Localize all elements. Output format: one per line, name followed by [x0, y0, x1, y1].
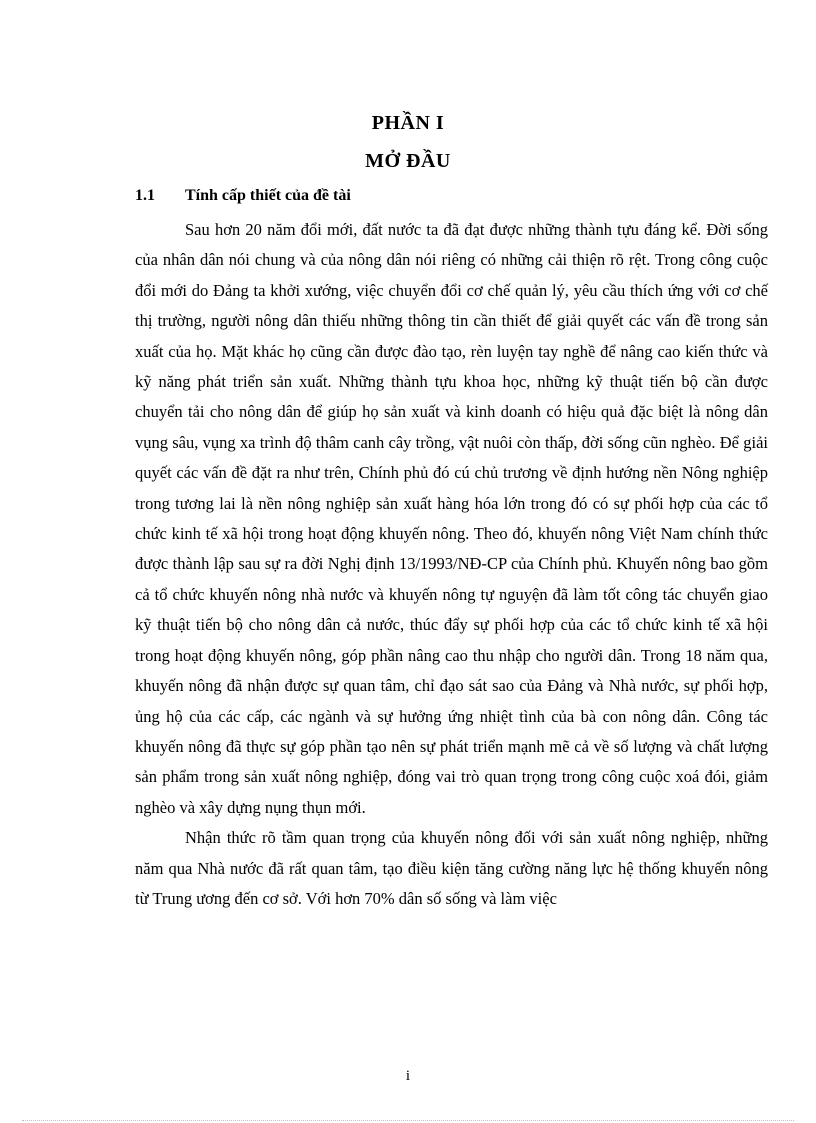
- page-number: i: [405, 1068, 411, 1084]
- section-heading: [135, 187, 351, 205]
- paragraph: Sau hơn 20 năm đổi mới, đất nước ta đã đạt được những thành tựu đáng kể. Đời sống của nhân dân nói chung và của nông dân nói riêng có những cải thiện rõ rệt. Trong công cuộc đổi mới do Đảng ta khởi xướng, việc chuyển đổi cơ chế quản lý, yêu cầu thích ứng với cơ chế thị trường, người nông dân thiếu những thông tin cần thiết để giải quyết các vấn đề trong sản xuất của họ. Mặt khác họ cũng cần được đào tạo, rèn luyện tay nghề để nâng cao kiến thức và kỹ năng phát triển sản xuất. Những thành tựu khoa học, những kỹ thuật tiến bộ cần được chuyển tải cho nông dân để giúp họ sản xuất và kinh doanh có hiệu quả đặc biệt là nông dân vụng sâu, vụng xa trình độ thâm canh cây trồng, vật nuôi còn thấp, đời sống cũn nghèo. Để giải quyết các vấn đề đặt ra như trên, Chính phủ đó cú chủ trương về định hướng nền Nông nghiệp trong tương lai là nền nông nghiệp sản xuất hàng hóa lớn trong đó có sự phối hợp của các tổ chức kinh tế xã hội trong hoạt động khuyến nông. Theo đó, khuyến nông Việt Nam chính thức được thành lập sau sự ra đời Nghị định 13/1993/NĐ-CP của Chính phủ. Khuyến nông bao gồm cả tổ chức khuyến nông nhà nước và khuyến nông tự nguyện đã làm tốt công tác chuyển giao kỹ thuật tiến bộ cho nông dân cả nước, thúc đẩy sự phối hợp của các tổ chức kinh tế xã hội trong hoạt động khuyến nông, góp phần nâng cao thu nhập cho người dân. Trong 18 năm qua, khuyến nông đã nhận được sự quan tâm, chỉ đạo sát sao của Đảng và Nhà nước, sự phối hợp, ủng hộ của các cấp, các ngành và sự hưởng ứng nhiệt tình của bà con nông dân. Công tác khuyến nông đã thực sự góp phần tạo nên sự phát triển mạnh mẽ cả về số lượng và chất lượng sản phẩm trong sản xuất nông nghiệp, đóng vai trò quan trọng trong công cuộc xoá đói, giảm nghèo và xây dựng nụng thụn mới.: [135, 220, 768, 817]
- body-text: [135, 215, 768, 914]
- part-title: PHẦN I: [371, 112, 445, 134]
- paragraph: Nhận thức rõ tầm quan trọng của khuyến nông đối với sản xuất nông nghiệp, những năm qua Nhà nước đã rất quan tâm, tạo điều kiện tăng cường năng lực hệ thống khuyến nông từ Trung ương đến cơ sở. Với hơn 70% dân số sống và làm việc: [135, 828, 768, 908]
- section-title: Tính cấp thiết của đề tài: [185, 187, 351, 204]
- chapter-title: MỞ ĐẦU: [365, 150, 451, 172]
- section-number: 1.1: [135, 187, 155, 204]
- page-bottom-border: [22, 1120, 794, 1121]
